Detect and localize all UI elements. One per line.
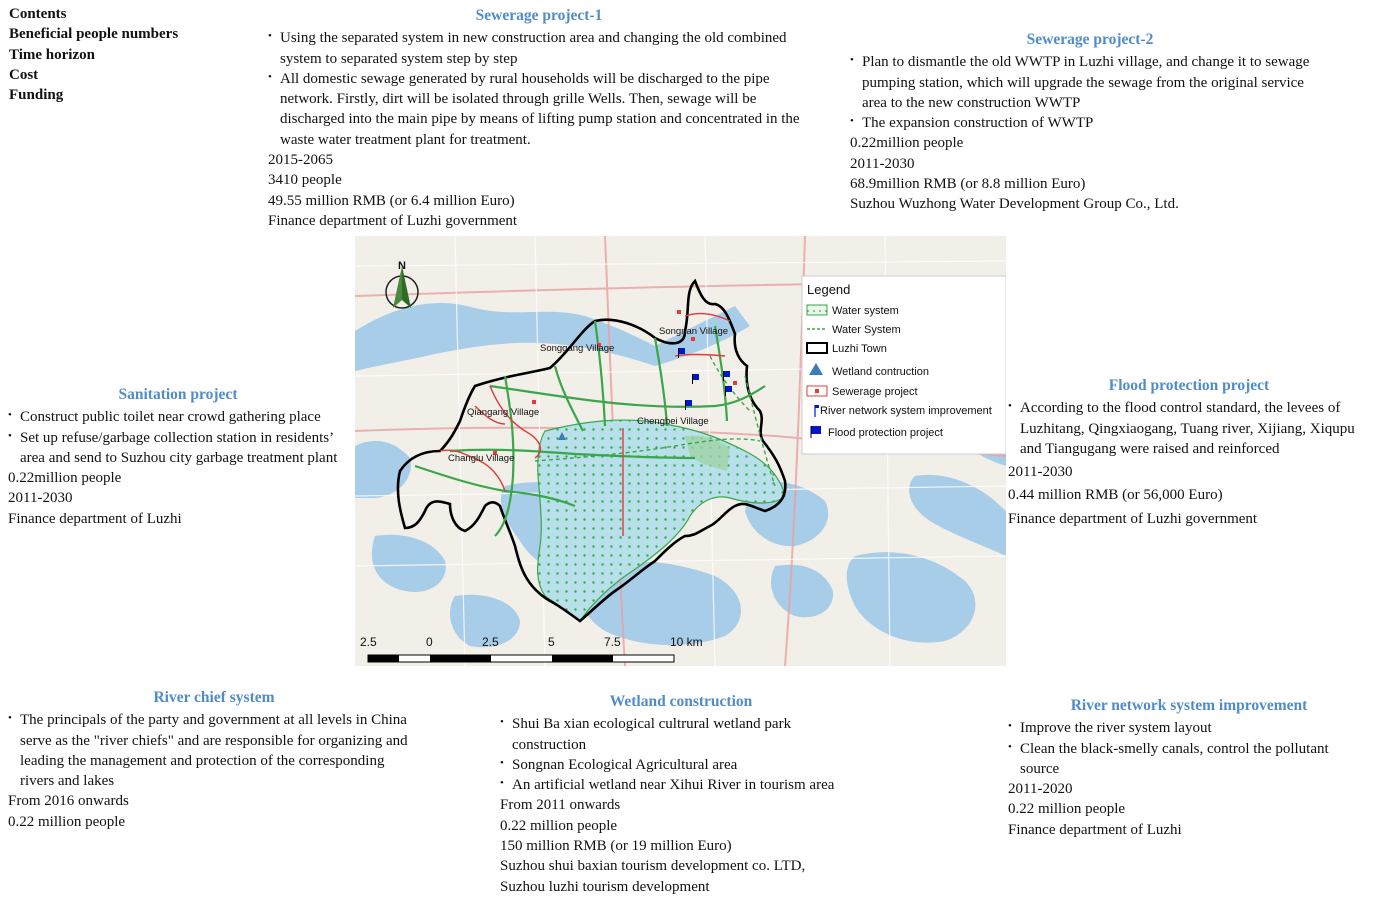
beneficiaries: 0.22million people <box>8 470 122 487</box>
legend-item: Luzhi Town <box>832 343 887 355</box>
bullet: • Shui Ba xian ecological cultrural wetland park construction <box>500 714 862 755</box>
cost: 0.44 million RMB (or 56,000 Euro) <box>1008 487 1223 504</box>
time-horizon: 2011-2030 <box>1008 464 1073 481</box>
funding: Finance department of Luzhi <box>8 510 182 527</box>
time-horizon: 2011-2030 <box>850 155 915 172</box>
cost: 49.55 million RMB (or 6.4 million Euro) <box>268 192 515 209</box>
beneficiaries: 0.22 million people <box>500 817 618 834</box>
funding: Suzhou Wuzhong Water Development Group Co., Ltd. <box>850 196 1179 213</box>
bullet: • Using the separated system in new construction area and changing the old combined system to separated system step by step <box>268 28 810 69</box>
time-horizon: 2011-2020 <box>1008 781 1073 798</box>
cost: 68.9million RMB (or 8.8 million Euro) <box>850 176 1086 193</box>
village-label: Changlu Village <box>448 453 515 464</box>
funding: Suzhou shui baxian tourism development co. LTD, <box>500 858 806 875</box>
luzhi-map <box>355 236 1006 666</box>
bullet: • Plan to dismantle the old WWTP in Luzhi village, and change it to sewage pumping station, which will upgrade the sewage from the original service area to the new construction WWTP <box>850 52 1330 113</box>
beneficiaries: 0.22 million people <box>1008 801 1126 818</box>
sewerage-2-title: Sewerage project-2 <box>1026 31 1154 48</box>
bullet: • According to the flood control standard, the levees of Luzhitang, Qingxiaogang, Tuang river, Xijiang, Xiqupu and Tiangugang were raised and reinforced <box>1008 398 1370 459</box>
funding: Finance department of Luzhi government <box>268 212 518 229</box>
legend-item: Water system <box>832 305 899 317</box>
bullet: • The principals of the party and government at all levels in China serve as the "river chiefs" and are responsible for organizing and leading the management and protection of the corresponding rivers and lakes <box>8 710 420 791</box>
sewerage-1-title: Sewerage project-1 <box>475 7 603 24</box>
bullet: • Improve the river system layout <box>1008 718 1370 738</box>
bullet: • Songnan Ecological Agricultural area <box>500 755 862 775</box>
time-horizon: 2011-2030 <box>8 490 73 507</box>
map-legend <box>802 276 1006 454</box>
beneficiaries: 3410 people <box>268 172 342 189</box>
village-label: Songnan Village <box>659 326 729 337</box>
time-horizon: From 2011 onwards <box>500 797 621 814</box>
sewerage-project-1 <box>268 6 810 231</box>
label-funding: Funding <box>9 87 64 104</box>
sanitation-title: Sanitation project <box>118 386 238 403</box>
scale-label: 0 <box>426 635 433 649</box>
funding: Finance department of Luzhi government <box>1008 510 1258 527</box>
village-label: Chengbei Village <box>637 416 709 427</box>
beneficiaries: 0.22 million people <box>8 813 126 830</box>
bullet: • An artificial wetland near Xihui River in tourism area <box>500 775 862 795</box>
legend-item: Flood protection project <box>828 427 943 439</box>
river-network-title: River network system improvement <box>1070 697 1308 714</box>
bullet: • All domestic sewage generated by rural households will be discharged to the pipe network. Firstly, dirt will be isolated through grille Wells. Then, sewage will be discharged into the main pipe by means of lifting pump station and concentrated in the waste water treatment plant for treatment. <box>268 69 810 150</box>
time-horizon: From 2016 onwards <box>8 793 129 810</box>
river-chief-system <box>8 688 420 832</box>
scale-label: 2.5 <box>482 635 499 649</box>
label-time-horizon: Time horizon <box>9 46 95 63</box>
flood-protection-project <box>1008 376 1370 529</box>
contents-legend <box>9 4 178 105</box>
river-network-improvement <box>1008 696 1370 840</box>
sewerage-project-2 <box>850 30 1330 215</box>
beneficiaries: 0.22million people <box>850 135 964 152</box>
north-label: N <box>398 260 406 272</box>
label-cost: Cost <box>9 66 39 83</box>
bullet: • Clean the black-smelly canals, control the pollutant source <box>1008 739 1370 780</box>
legend-item: Water System <box>832 324 901 336</box>
scale-label: 5 <box>548 635 555 649</box>
funding-2: Suzhou luzhi tourism development <box>500 878 710 895</box>
funding: Finance department of Luzhi <box>1008 821 1182 838</box>
flood-title: Flood protection project <box>1108 377 1270 394</box>
map-svg <box>355 236 1006 666</box>
bullet: • The expansion construction of WWTP <box>850 113 1330 133</box>
bullet: • Construct public toilet near crowd gathering place <box>8 407 348 427</box>
scale-label: 10 km <box>670 635 703 649</box>
village-label: Songgang Village <box>540 343 615 354</box>
legend-item: Sewerage project <box>832 386 918 398</box>
legend-item: Wetland contruction <box>832 366 930 378</box>
sanitation-project <box>8 385 348 529</box>
wetland-construction <box>500 692 862 897</box>
river-chief-title: River chief system <box>153 689 275 706</box>
time-horizon: 2015-2065 <box>268 152 333 169</box>
wetland-title: Wetland construction <box>609 693 753 710</box>
scale-label: 2.5 <box>360 635 377 649</box>
bullet: • Set up refuse/garbage collection station in residents’ area and send to Suzhou city garbage treatment plant <box>8 428 348 469</box>
legend-water-system-swatch <box>807 305 827 315</box>
legend-item: River network system improvement <box>820 405 992 417</box>
cost: 150 million RMB (or 19 million Euro) <box>500 838 732 855</box>
legend-title: Legend <box>807 282 851 297</box>
legend-flood-icon <box>811 426 821 434</box>
label-contents: Contents <box>9 6 67 22</box>
scale-label: 7.5 <box>604 635 621 649</box>
village-label: Qiangang Village <box>467 407 540 418</box>
label-beneficial: Beneficial people numbers <box>9 26 179 43</box>
